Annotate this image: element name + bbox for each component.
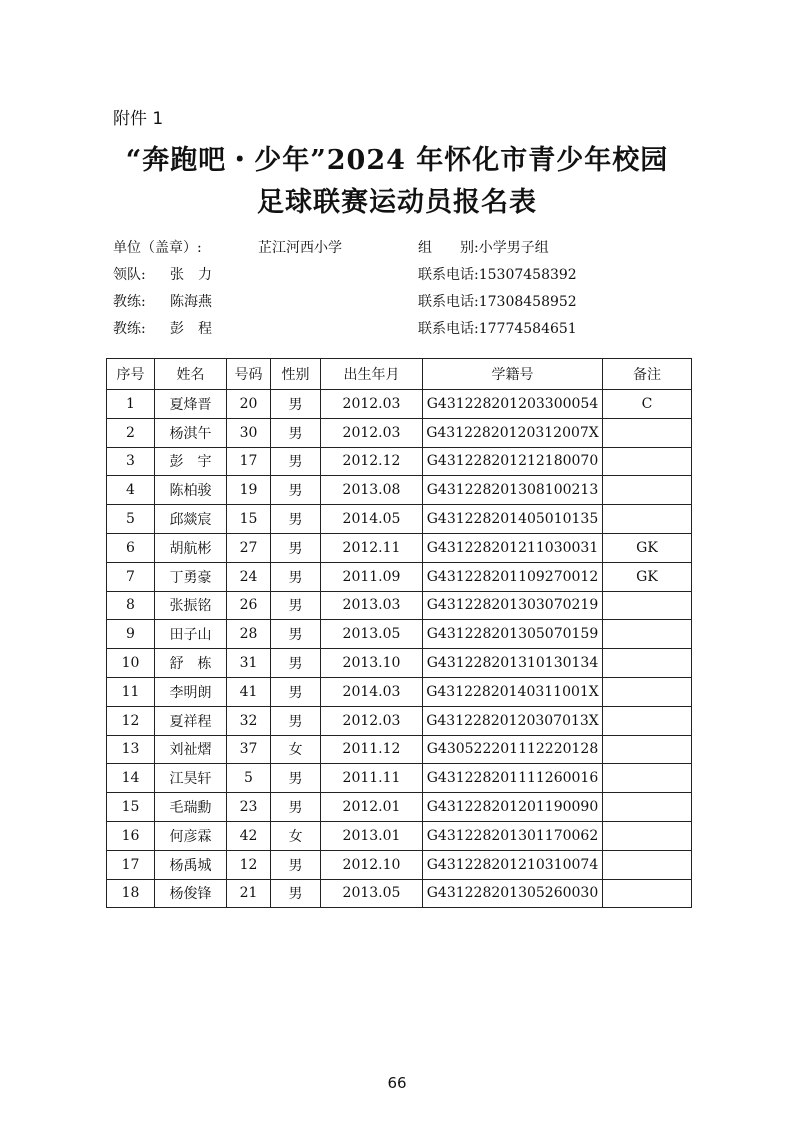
cell-number: 23 [227,793,271,822]
cell-remark [603,447,692,476]
coach1-label: 教练: [113,294,146,310]
cell-gender: 男 [271,764,321,793]
coach1-phone-value: 17308458952 [478,294,577,310]
cell-remark [603,418,692,447]
coach1-phone-label: 联系电话: [418,294,479,310]
cell-name: 毛瑞勳 [155,793,227,822]
table-row [107,591,692,620]
cell-birth: 2012.10 [321,850,423,879]
leader-value: 张 力 [170,267,212,283]
cell-number: 42 [227,821,271,850]
group-value: 小学男子组 [478,240,549,256]
cell-index: 2 [107,418,155,447]
cell-number: 37 [227,735,271,764]
unit-label: 单位（盖章）: [113,240,202,256]
table-row [107,735,692,764]
cell-student-id: G431228201109270012 [423,562,603,591]
coach2-phone-value: 17774584651 [478,321,577,337]
cell-number: 31 [227,649,271,678]
cell-index: 7 [107,562,155,591]
cell-index: 6 [107,533,155,562]
cell-birth: 2012.03 [321,418,423,447]
header-gender: 性别 [271,359,321,390]
cell-name: 舒 栋 [155,649,227,678]
table-header-row [107,359,692,390]
cell-student-id: G431228201212180070 [423,447,603,476]
cell-gender: 男 [271,620,321,649]
cell-birth: 2013.05 [321,879,423,908]
cell-index: 5 [107,505,155,534]
table-row [107,793,692,822]
coach2-value: 彭 程 [170,321,212,337]
cell-gender: 男 [271,677,321,706]
cell-birth: 2012.01 [321,793,423,822]
table-row [107,764,692,793]
cell-gender: 男 [271,390,321,419]
cell-index: 18 [107,879,155,908]
cell-number: 26 [227,591,271,620]
cell-name: 杨禹城 [155,850,227,879]
cell-number: 32 [227,706,271,735]
cell-number: 5 [227,764,271,793]
roster-table [106,358,692,908]
unit-info [113,237,202,257]
cell-name: 杨俊锋 [155,879,227,908]
cell-birth: 2013.05 [321,620,423,649]
cell-index: 12 [107,706,155,735]
cell-remark [603,735,692,764]
cell-student-id: G43122820120307013X [423,706,603,735]
cell-number: 17 [227,447,271,476]
cell-student-id: G43122820120312007X [423,418,603,447]
leader-label: 领队: [113,267,146,283]
cell-gender: 男 [271,562,321,591]
coach2-label: 教练: [113,321,146,337]
cell-student-id: G431228201308100213 [423,476,603,505]
cell-remark [603,793,692,822]
cell-gender: 男 [271,418,321,447]
cell-number: 20 [227,390,271,419]
table-row [107,879,692,908]
cell-name: 田子山 [155,620,227,649]
cell-index: 16 [107,821,155,850]
cell-student-id: G431228201305260030 [423,879,603,908]
cell-name: 张振铭 [155,591,227,620]
cell-gender: 女 [271,735,321,764]
cell-gender: 男 [271,505,321,534]
cell-student-id: G431228201305070159 [423,620,603,649]
cell-birth: 2012.12 [321,447,423,476]
cell-number: 15 [227,505,271,534]
cell-number: 30 [227,418,271,447]
cell-remark [603,850,692,879]
cell-name: 陈柏骏 [155,476,227,505]
cell-student-id: G431228201303070219 [423,591,603,620]
coach2-phone-label: 联系电话: [418,321,479,337]
cell-name: 李明朗 [155,677,227,706]
cell-gender: 男 [271,706,321,735]
cell-remark [603,649,692,678]
cell-remark [603,706,692,735]
table-row [107,649,692,678]
cell-name: 何彦霖 [155,821,227,850]
table-row [107,505,692,534]
cell-remark [603,620,692,649]
cell-remark [603,591,692,620]
coach1-value: 陈海燕 [170,294,212,310]
cell-number: 41 [227,677,271,706]
table-row [107,476,692,505]
cell-number: 28 [227,620,271,649]
cell-student-id: G431228201210310074 [423,850,603,879]
cell-index: 11 [107,677,155,706]
cell-name: 丁勇豪 [155,562,227,591]
cell-name: 夏祥程 [155,706,227,735]
cell-remark [603,821,692,850]
cell-gender: 男 [271,591,321,620]
cell-gender: 女 [271,821,321,850]
cell-gender: 男 [271,533,321,562]
table-row [107,620,692,649]
table-row [107,447,692,476]
cell-name: 邱燚宸 [155,505,227,534]
attachment-label: 附件 1 [113,109,164,129]
cell-birth: 2011.09 [321,562,423,591]
cell-number: 12 [227,850,271,879]
cell-index: 14 [107,764,155,793]
table-row [107,821,692,850]
header-name: 姓名 [155,359,227,390]
leader-phone-value: 15307458392 [478,267,577,283]
leader-info [113,264,146,284]
table-row [107,533,692,562]
cell-number: 24 [227,562,271,591]
table-row [107,390,692,419]
cell-birth: 2013.03 [321,591,423,620]
cell-index: 15 [107,793,155,822]
document-title-line-1: “奔跑吧・少年”2024 年怀化市青少年校园 [125,145,669,176]
cell-index: 9 [107,620,155,649]
cell-gender: 男 [271,447,321,476]
group-label: 组 别: [418,240,479,256]
cell-birth: 2012.11 [321,533,423,562]
cell-student-id: G431228201301170062 [423,821,603,850]
coach1-info [113,291,146,311]
cell-student-id: G431228201310130134 [423,649,603,678]
cell-gender: 男 [271,793,321,822]
cell-gender: 男 [271,879,321,908]
page-number: 66 [387,1074,407,1092]
group-info [418,237,549,257]
cell-gender: 男 [271,850,321,879]
cell-name: 江昊轩 [155,764,227,793]
cell-index: 4 [107,476,155,505]
cell-remark [603,476,692,505]
cell-index: 8 [107,591,155,620]
cell-number: 21 [227,879,271,908]
cell-index: 3 [107,447,155,476]
cell-name: 胡航彬 [155,533,227,562]
table-row [107,562,692,591]
cell-birth: 2014.03 [321,677,423,706]
header-birth: 出生年月 [321,359,423,390]
cell-number: 19 [227,476,271,505]
cell-number: 27 [227,533,271,562]
leader-phone-label: 联系电话: [418,267,479,283]
coach1-phone [418,291,577,311]
cell-remark: C [603,390,692,419]
header-remark: 备注 [603,359,692,390]
cell-gender: 男 [271,476,321,505]
cell-birth: 2014.05 [321,505,423,534]
cell-student-id: G431228201405010135 [423,505,603,534]
cell-student-id: G431228201211030031 [423,533,603,562]
leader-phone [418,264,577,284]
cell-index: 10 [107,649,155,678]
table-row [107,706,692,735]
table-row [107,418,692,447]
cell-student-id: G430522201112220128 [423,735,603,764]
header-number: 号码 [227,359,271,390]
cell-name: 彭 宇 [155,447,227,476]
cell-remark [603,764,692,793]
cell-name: 刘祉熠 [155,735,227,764]
cell-birth: 2013.08 [321,476,423,505]
cell-birth: 2011.12 [321,735,423,764]
cell-index: 1 [107,390,155,419]
cell-birth: 2013.10 [321,649,423,678]
coach2-phone [418,318,577,338]
cell-remark: GK [603,562,692,591]
cell-gender: 男 [271,649,321,678]
cell-remark: GK [603,533,692,562]
cell-remark [603,505,692,534]
cell-name: 杨淇午 [155,418,227,447]
cell-name: 夏烽晋 [155,390,227,419]
cell-student-id: G43122820140311001X [423,677,603,706]
cell-remark [603,879,692,908]
cell-index: 17 [107,850,155,879]
cell-birth: 2012.03 [321,706,423,735]
cell-student-id: G431228201111260016 [423,764,603,793]
cell-index: 13 [107,735,155,764]
cell-birth: 2011.11 [321,764,423,793]
cell-remark [603,677,692,706]
header-student-id: 学籍号 [423,359,603,390]
cell-student-id: G431228201203300054 [423,390,603,419]
cell-student-id: G431228201201190090 [423,793,603,822]
coach2-info [113,318,146,338]
cell-birth: 2012.03 [321,390,423,419]
table-row [107,677,692,706]
unit-value: 芷江河西小学 [258,240,342,256]
document-title-line-2: 足球联赛运动员报名表 [257,187,537,218]
cell-birth: 2013.01 [321,821,423,850]
table-row [107,850,692,879]
header-index: 序号 [107,359,155,390]
